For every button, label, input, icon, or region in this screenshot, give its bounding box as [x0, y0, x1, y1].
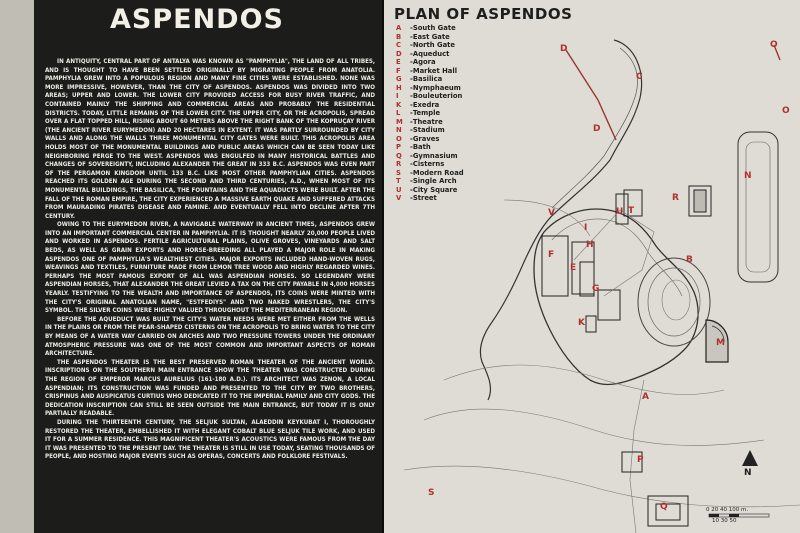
legend-dash: -: [410, 66, 413, 75]
map-label: O: [782, 106, 790, 116]
panel-body-text: [45, 58, 375, 528]
legend-dash: -: [410, 168, 413, 177]
legend-dash: -: [410, 194, 413, 202]
legend-item: [396, 118, 516, 127]
legend-item: [396, 50, 516, 59]
legend-key: S: [396, 168, 401, 177]
legend-item: [396, 143, 516, 152]
legend-label: Street: [412, 194, 437, 202]
map-label: U: [616, 207, 624, 217]
legend-key: C: [396, 41, 401, 49]
legend-item: [396, 41, 516, 50]
map-label: D: [560, 44, 568, 54]
legend-key: B: [396, 32, 402, 41]
map-label: Q: [660, 502, 668, 512]
legend-item: [396, 177, 516, 186]
legend-dash: -: [410, 134, 413, 143]
legend-item: [396, 33, 516, 42]
legend-item: [396, 186, 516, 195]
legend-dash: -: [410, 109, 413, 117]
legend-item: [396, 152, 516, 161]
board-frame-edge: [0, 0, 34, 533]
legend-dash: -: [410, 160, 413, 168]
map-label: T: [628, 206, 635, 216]
legend-dash: -: [410, 41, 413, 49]
legend-label: South Gate: [412, 24, 456, 32]
legend-item: [396, 67, 516, 76]
legend-item: [396, 84, 516, 93]
legend-item: [396, 194, 516, 203]
legend-label: Agora: [412, 58, 436, 66]
legend-label: Gymnasium: [412, 151, 458, 160]
legend-key: G: [396, 75, 402, 83]
paragraph: OWING TO THE EURYMEDON RIVER, A NAVIGABLE WATERWAY IN ANCIENT TIMES, ASPENDOS GREW INTO AN IMPORTANT COMMERCIAL CENTER IN PAMPHYLIA. IT IS THOUGHT NEARLY 20,000 PEOPLE LIVED AND WORKED IN ASPENDOS. FERTILE AGRICULTURAL PLAINS, OLIVE GROVES, VINEYARDS AND SALT BEDS, AS WELL AS GRAIN EXPORTS AND HORSE-BREEDING ALL PLAYED A MAJOR ROLE IN MAKING ASPENDOS ONE OF PAMPHYLIA'S WEALTHIEST CITIES. MAJOR EXPORTS INCLUDED HAND-WOVEN RUGS, WEAVINGS AND TEXTILES, FURNITURE MADE FROM LEMON TREE WOOD AND HIGHLY REGARDED WINES. PERHAPS THE MOST FAMOUS EXPORT OF ALL WAS ASPENDIAN HORSES. SO LEGENDARY WERE ASPENDIAN HORSES, THAT ALEXANDER THE GREAT LEVIED A TAX ON THE CITY PAYABLE IN 4,000 HORSES YEARLY. TESTIFYING TO THE WEALTH AND IMPORTANCE OF ASPENDOS, ITS COINS WERE MINTED WITH THE CITY'S ORIGINAL ANATOLIAN NAME, "ESTFEDIYS" AND TWO NAKED WRESTLERS, THE CITY'S SYMBOL. THE SILVER COINS WERE HIGHLY VALUED THROUGHOUT THE MEDITERRANEAN REGION.: [45, 221, 375, 315]
legend-label: Graves: [412, 134, 440, 143]
legend-item: [396, 92, 516, 101]
map-label: N: [744, 171, 752, 181]
legend-label: Nymphaeum: [412, 83, 461, 92]
map-label: G: [592, 284, 600, 294]
legend-dash: -: [410, 92, 413, 100]
legend-label: Single Arch: [412, 177, 457, 185]
legend-label: North Gate: [412, 41, 456, 49]
legend-item: [396, 135, 516, 144]
legend-key: R: [396, 160, 402, 168]
map-label: S: [428, 488, 435, 498]
legend-dash: -: [410, 32, 413, 41]
legend-item: [396, 75, 516, 84]
scale-bar: [709, 514, 769, 517]
map-label: D: [593, 124, 601, 134]
legend-label: Stadium: [412, 126, 445, 134]
acropolis-plateau: [534, 209, 698, 384]
legend-label: Temple: [412, 109, 441, 117]
legend-key: E: [396, 58, 401, 66]
legend-key: P: [396, 143, 401, 151]
legend-item: [396, 58, 516, 67]
legend-dash: -: [410, 75, 413, 83]
plan-title: PLAN OF ASPENDOS: [394, 5, 573, 23]
paragraph: DURING THE THIRTEENTH CENTURY, THE SELJUK SULTAN, ALAEDDIN KEYKUBAT I, THOROUGHLY RESTORED THE THEATER, EMBELLISHED IT WITH ELEGANT COBALT BLUE SELJUK TILE WORK, AND USED IT FOR A SUMMER RESIDENCE. THIS MAGNIFICENT THEATER'S ACOUSTICS WERE FAMOUS FROM THE DAY IT WAS PRESENTED TO THE PRESENT DAY. THE THEATER IS STILL IN USE TODAY, SEATING THOUSANDS OF PEOPLE, AND HOSTING MAJOR EVENTS SUCH AS OPERAS, CONCERTS AND FOLKLORE FESTIVALS.: [45, 418, 375, 461]
gymnasium-block: [648, 496, 688, 526]
legend-dash: -: [410, 177, 413, 185]
map-label: I: [584, 223, 588, 233]
legend-label: Theatre: [412, 117, 443, 126]
legend-dash: -: [410, 83, 413, 92]
map-label: C: [636, 72, 643, 82]
north-label: N: [744, 468, 752, 478]
legend-key: Q: [396, 151, 402, 160]
paragraph: IN ANTIQUITY, CENTRAL PART OF ANTALYA WAS KNOWN AS "PAMPHYLIA", THE LAND OF ALL TRIBES, AND IS THOUGHT TO HAVE BEEN SETTLED ORIGINALLY BY MIGRATING PEOPLE FROM ANATOLIA. PAMPHYLIA GREW INTO A POPULOUS REGION AND MANY FINE CITIES WERE ESTABLISHED. NONE WAS MORE IMPRESSIVE, HOWEVER, THAN THE CITY OF ASPENDOS. ASPENDOS WAS DIVIDED INTO TWO AREAS; UPPER AND LOWER. THE LOWER CITY PROVIDED ACCESS FOR BUSY RIVER TRAFFIC, AND CONTAINED MAINLY THE SHIPPING AND COMMERCIAL AREAS AND PROBABLY THE RESIDENTIAL DISTRICTS. TODAY, LITTLE REMAINS OF THE LOWER CITY. THE UPPER CITY, OR THE ACROPOLIS, SPREAD OVER A FLAT TOPPED HILL, RISING ABOUT 60 METERS ABOVE THE RIGHT BANK OF THE KOPRUÇAY RIVER (THE ANCIENT RIVER EURYMEDON) AND 20 HECTARES IN EXTENT. IT WAS PARTLY SURROUNDED BY CITY WALLS AND ALONG THE WALLS THREE MONUMENTAL CITY GATES WERE BUILT. THIS ACROPOLIS AREA HOLDS MOST OF THE MONUMENTAL BUILDINGS AND PUBLIC AREAS WHICH CAN BE SEEN TODAY LIKE NEIGHBORING PERGE TO THE WEST. ASPENDOS WAS ENGULFED IN MANY HISTORICAL BATTLES AND CHANGES OF SOVEREIGNTY, INCLUDING ALEXANDER THE GREAT IN 333 B.C. ASPENDOS WAS EVEN PART OF THE PERGAMON KINGDOM UNTIL 133 B.C. LIKE MOST OTHER PAMPHYLIAN CITIES. ASPENDOS REACHED ITS GOLDEN AGE DURING THE SECOND AND THIRD CENTURIES, A.D., WHEN MOST OF ITS MONUMENTAL BUILDINGS, THE BASILICA, THE FOUNTAINS AND THE AQUADUCTS WERE BUILT. AFTER THE FALL OF THE ROMAN EMPIRE, THE CITY EXPERIENCED A MASSIVE EARTH QUAKE AND SUFFERED ATTACKS FROM MAURADING PIRATES DISEASE AND FAMINE. AND EVENTUALLY FELL INTO DECLINE AFTER 7TH CENTURY.: [45, 58, 375, 220]
legend-label: Cisterns: [412, 160, 445, 168]
map-label: V: [548, 208, 555, 218]
legend-dash: -: [410, 143, 413, 151]
aqueduct-line: [566, 50, 598, 100]
legend-key: T: [396, 177, 401, 185]
north-arrow-icon: [742, 450, 758, 466]
legend-key: U: [396, 185, 402, 194]
map-label: P: [637, 455, 644, 465]
map-label: A: [642, 392, 649, 402]
legend-dash: -: [410, 24, 413, 32]
legend-dash: -: [410, 58, 413, 66]
legend-label: Bouleuterion: [412, 92, 463, 100]
legend-item: [396, 169, 516, 178]
panel-title: ASPENDOS: [110, 4, 284, 35]
stadium-shape: [738, 132, 778, 282]
map-label: F: [548, 250, 555, 260]
legend-item: [396, 24, 516, 33]
legend-key: F: [396, 66, 401, 75]
paragraph: THE ASPENDOS THEATER IS THE BEST PRESERVED ROMAN THEATER OF THE ANCIENT WORLD. INSCRIPTIONS ON THE SOUTHERN MAIN ENTRANCE SHOW THE THEATER WAS CONSTRUCTED DURING THE REGION OF EMPEROR MARCUS AURELIUS (161-180 A.D.). ITS ARCHITECT WAS ZENON, A LOCAL ASPENDIAN; ITS CONSTRUCTION WAS FUNDED AND PRESENTED TO THE CITY BY TWO BROTHERS, CRISPINUS AND AUSPICATUS CURTIUS WHO DEDICATED IT TO THE IMPERIAL FAMILY AND CITY GODS. THE DEDICATION INSCRIPTION CAN STILL BE SEEN OUTSIDE THE MAIN ENTRANCE, BUT TODAY IT IS ONLY PARTIALLY READABLE.: [45, 358, 375, 418]
legend-dash: -: [410, 117, 413, 126]
scale-top-label: 0 20 40 100 m.: [706, 507, 749, 513]
legend-key: A: [396, 24, 402, 32]
legend-key: N: [396, 126, 402, 134]
scale-bottom-label: 10 30 50: [712, 518, 737, 524]
legend-item: [396, 126, 516, 135]
legend-label: East Gate: [412, 32, 450, 41]
agora-block: [542, 236, 568, 296]
legend-key: L: [396, 109, 401, 117]
legend-key: V: [396, 194, 402, 202]
legend-key: K: [396, 100, 402, 109]
map-label: R: [672, 193, 679, 203]
legend-key: O: [396, 134, 402, 143]
map-label: B: [686, 255, 693, 265]
legend-label: City Square: [412, 185, 458, 194]
map-label: O: [770, 40, 778, 50]
plan-legend: [396, 24, 516, 203]
legend-key: M: [396, 117, 403, 126]
legend-item: [396, 160, 516, 169]
legend-item: [396, 109, 516, 118]
legend-dash: -: [410, 151, 413, 160]
legend-item: [396, 101, 516, 110]
paragraph: BEFORE THE AQUEDUCT WAS BUILT THE CITY'S WATER NEEDS WERE MET EITHER FROM THE WELLS IN THE PLAINS OR FROM THE PEAR-SHAPED CISTERNS ON THE ACROPOLIS TO BRING WATER TO THE CITY BY MEANS OF A WATER WAY CARRIED ON ARCHES AND TWO PRESSURE TOWERS UNDER THE ORDINARY ATMOSPHERIC PRESSURE WAS ONE OF THE MOST COMMON AND IMPORTANT ASPECTS OF ROMAN ARCHITECTURE.: [45, 315, 375, 358]
legend-label: Market Hall: [412, 66, 458, 75]
legend-key: D: [396, 49, 402, 58]
map-label: K: [578, 318, 585, 328]
legend-key: H: [396, 83, 402, 92]
legend-dash: -: [410, 126, 413, 134]
legend-label: Bath: [412, 143, 431, 151]
legend-label: Aqueduct: [412, 49, 450, 58]
legend-dash: -: [410, 185, 413, 194]
legend-dash: -: [410, 49, 413, 58]
legend-label: Basilica: [412, 75, 443, 83]
map-label: E: [570, 263, 577, 273]
legend-label: Exedra: [412, 100, 440, 109]
map-label: M: [716, 338, 725, 348]
map-label: H: [586, 240, 594, 250]
legend-key: I: [396, 92, 399, 100]
legend-dash: -: [410, 100, 413, 109]
legend-label: Modern Road: [412, 168, 464, 177]
